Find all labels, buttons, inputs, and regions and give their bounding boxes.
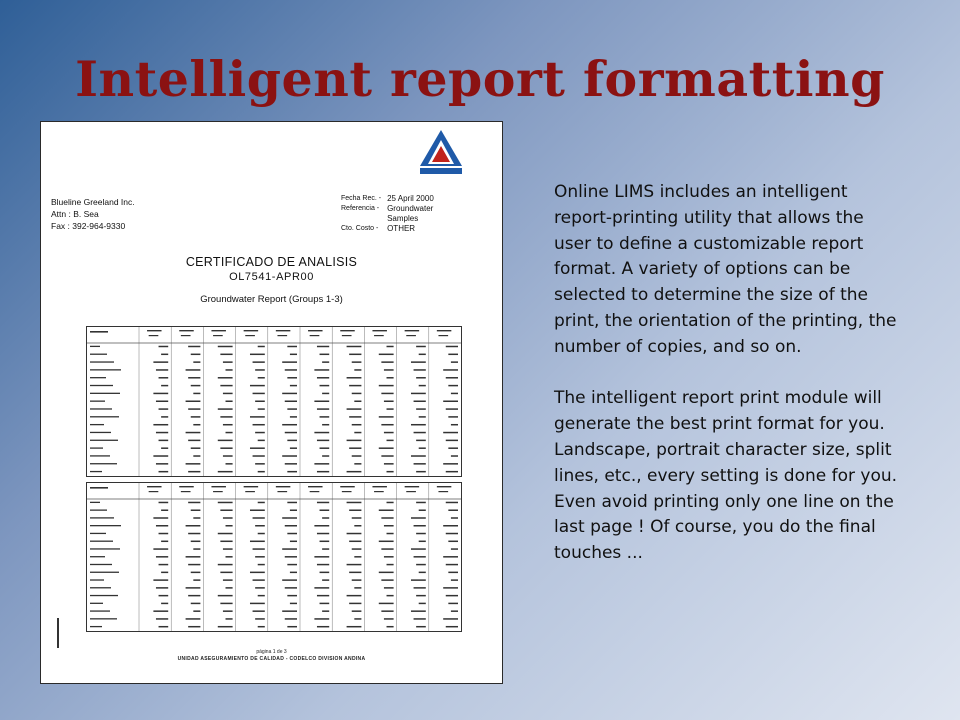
meta-label: Fecha Rec. - [341,195,382,202]
description-paragraph-2: The intelligent report print module will generate the best print format for you. Landscape, portrait character size, split lines, etc., every setting is done for you. Even avoid printing only one line on the last page ! Of course, you do the final touches ... [554,388,898,564]
report-meta [341,194,453,234]
meta-value: Groundwater Samples [387,204,434,223]
certificate-title: CERTIFICADO DE ANALISIS [185,255,358,269]
meta-value: OTHER [387,224,416,233]
description-paragraph-1: Online LIMS includes an intelligent report-printing utility that allows the user to define a customizable report format. A variety of options can be selected to determine the size of the print, the orientation of the printing, the number of copies, and so on. [554,182,897,357]
client-name: Blueline Greeland Inc. [51,197,135,207]
certificate-code: OL7541-APR00 [229,271,314,283]
client-block [51,196,135,232]
results-table-2 [86,482,462,632]
footer-organization: UNIDAD ASEGURAMIENTO DE CALIDAD - CODELCO DIVISION ANDINA [177,656,366,662]
report-preview-document [40,121,503,684]
meta-label: Cto. Costo - [341,225,379,232]
andina-logo-icon [418,128,464,176]
results-table-1 [86,326,462,477]
slide-title: Intelligent report formatting [75,50,885,108]
client-attn: Attn : B. Sea [51,209,99,219]
description-text [554,180,904,567]
meta-value: 25 April 2000 [387,194,434,203]
client-fax: Fax : 392-964-9330 [51,221,126,231]
page-code-mark [55,618,61,648]
report-name: Groundwater Report (Groups 1-3) [200,294,343,305]
footer-page-number: página 1 de 3 [256,649,287,655]
meta-label: Referencia - [341,205,380,212]
